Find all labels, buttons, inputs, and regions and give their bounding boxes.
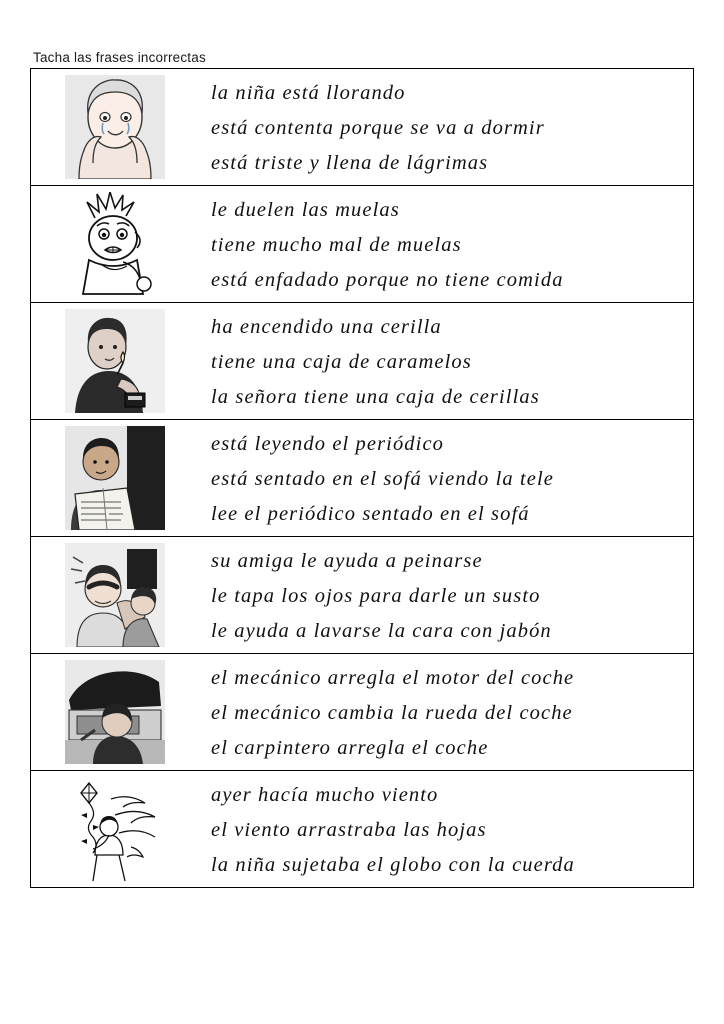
phrase-option[interactable]: tiene una caja de caramelos — [211, 351, 472, 373]
phrase-option[interactable]: está triste y llena de lágrimas — [211, 152, 489, 174]
phrase-option[interactable]: está enfadado porque no tiene comida — [211, 269, 564, 291]
phrase-option[interactable]: le tapa los ojos para darle un susto — [211, 585, 541, 607]
phrases-cell — [199, 537, 693, 653]
phrase-option[interactable]: el viento arrastraba las hojas — [211, 819, 487, 841]
table-row — [31, 771, 693, 888]
phrase-option[interactable]: el mecánico cambia la rueda del coche — [211, 702, 573, 724]
phrase-option[interactable]: le duelen las muelas — [211, 199, 400, 221]
phrase-option[interactable]: está sentado en el sofá viendo la tele — [211, 468, 554, 490]
girl-covering-friend-eyes-illustration — [65, 543, 165, 647]
phrases-cell — [199, 771, 693, 887]
phrase-option[interactable]: el mecánico arregla el motor del coche — [211, 667, 575, 689]
picture-cell — [31, 186, 199, 302]
mechanic-fixing-car-engine-illustration — [65, 660, 165, 764]
phrase-option[interactable]: lee el periódico sentado en el sofá — [211, 503, 530, 525]
phrase-option[interactable]: ayer hacía mucho viento — [211, 784, 439, 806]
phrase-option[interactable]: la niña sujetaba el globo con la cuerda — [211, 854, 575, 876]
phrase-option[interactable]: le ayuda a lavarse la cara con jabón — [211, 620, 552, 642]
phrase-option[interactable]: tiene mucho mal de muelas — [211, 234, 462, 256]
table-row — [31, 420, 693, 537]
phrase-option[interactable]: está leyendo el periódico — [211, 433, 445, 455]
picture-cell — [31, 69, 199, 185]
phrases-cell — [199, 420, 693, 536]
phrase-option[interactable]: ha encendido una cerilla — [211, 316, 442, 338]
table-row — [31, 303, 693, 420]
phrases-cell — [199, 69, 693, 185]
phrases-cell — [199, 186, 693, 302]
phrase-option[interactable]: la niña está llorando — [211, 82, 406, 104]
phrases-cell — [199, 303, 693, 419]
woman-lighting-match-illustration — [65, 309, 165, 413]
phrase-option[interactable]: está contenta porque se va a dormir — [211, 117, 545, 139]
windy-day-kite-illustration — [65, 777, 165, 881]
exercise-table — [30, 68, 694, 888]
picture-cell — [31, 654, 199, 770]
picture-cell — [31, 303, 199, 419]
man-reading-newspaper-illustration — [65, 426, 165, 530]
table-row — [31, 654, 693, 771]
phrases-cell — [199, 654, 693, 770]
phrase-option[interactable]: la señora tiene una caja de cerillas — [211, 386, 540, 408]
man-toothache-illustration — [65, 192, 165, 296]
girl-crying-illustration — [65, 75, 165, 179]
table-row — [31, 69, 693, 186]
phrase-option[interactable]: el carpintero arregla el coche — [211, 737, 489, 759]
picture-cell — [31, 537, 199, 653]
table-row — [31, 186, 693, 303]
picture-cell — [31, 771, 199, 887]
table-row — [31, 537, 693, 654]
page-title: Tacha las frases incorrectas — [33, 50, 206, 65]
picture-cell — [31, 420, 199, 536]
phrase-option[interactable]: su amiga le ayuda a peinarse — [211, 550, 483, 572]
